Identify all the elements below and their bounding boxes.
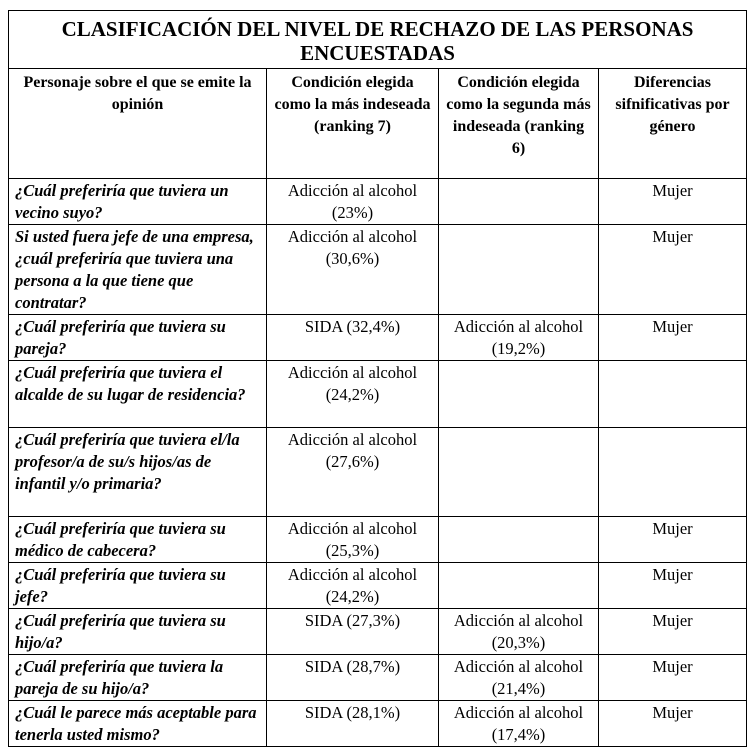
rank6-cell [439,563,599,609]
gender-cell: Mujer [599,563,747,609]
question-cell: ¿Cuál preferiría que tuviera la pareja de su hijo/a? [9,655,267,701]
header-rank6: Condición elegida como la segunda más indeseada (ranking 6) [439,69,599,179]
gender-cell: Mujer [599,609,747,655]
table-title: CLASIFICACIÓN DEL NIVEL DE RECHAZO DE LAS PERSONAS ENCUESTADAS [9,11,747,69]
table-row [9,609,747,655]
question-cell: Si usted fuera jefe de una empresa, ¿cuál preferiría que tuviera una persona a la que tiene que contratar? [9,225,267,315]
rank6-cell [439,517,599,563]
rank6-cell [439,361,599,428]
rank7-cell: SIDA (28,7%) [267,655,439,701]
header-row [9,69,747,179]
table-row [9,225,747,315]
question-cell: ¿Cuál le parece más aceptable para tenerla usted mismo? [9,701,267,747]
table-row [9,655,747,701]
gender-cell: Mujer [599,225,747,315]
rank7-cell: Adicción al alcohol (24,2%) [267,563,439,609]
question-cell: ¿Cuál preferiría que tuviera su pareja? [9,315,267,361]
rank6-cell: Adicción al alcohol (19,2%) [439,315,599,361]
rank6-cell [439,428,599,517]
rank7-cell: Adicción al alcohol (23%) [267,179,439,225]
header-gender: Diferencias sifnificativas por género [599,69,747,179]
rank6-cell: Adicción al alcohol (21,4%) [439,655,599,701]
header-character: Personaje sobre el que se emite la opinión [9,69,267,179]
rank6-cell [439,225,599,315]
table-row [9,179,747,225]
question-cell: ¿Cuál preferiría que tuviera el alcalde de su lugar de residencia? [9,361,267,428]
table-row [9,428,747,517]
question-cell: ¿Cuál preferiría que tuviera su jefe? [9,563,267,609]
rank6-cell: Adicción al alcohol (20,3%) [439,609,599,655]
table-row [9,517,747,563]
gender-cell [599,428,747,517]
table-row [9,361,747,428]
rejection-table [8,10,747,747]
rank6-cell [439,179,599,225]
gender-cell: Mujer [599,315,747,361]
table-row [9,563,747,609]
rank7-cell: Adicción al alcohol (27,6%) [267,428,439,517]
rank6-cell: Adicción al alcohol (17,4%) [439,701,599,747]
rank7-cell: Adicción al alcohol (30,6%) [267,225,439,315]
rank7-cell: SIDA (32,4%) [267,315,439,361]
gender-cell [599,361,747,428]
question-cell: ¿Cuál preferiría que tuviera un vecino suyo? [9,179,267,225]
question-cell: ¿Cuál preferiría que tuviera su médico de cabecera? [9,517,267,563]
question-cell: ¿Cuál preferiría que tuviera su hijo/a? [9,609,267,655]
rank7-cell: Adicción al alcohol (24,2%) [267,361,439,428]
gender-cell: Mujer [599,701,747,747]
gender-cell: Mujer [599,517,747,563]
header-rank7: Condición elegida como la más indeseada (ranking 7) [267,69,439,179]
gender-cell: Mujer [599,179,747,225]
gender-cell: Mujer [599,655,747,701]
table-row [9,701,747,747]
table-row [9,315,747,361]
rank7-cell: SIDA (27,3%) [267,609,439,655]
question-cell: ¿Cuál preferiría que tuviera el/la profesor/a de su/s hijos/as de infantil y/o primaria? [9,428,267,517]
rank7-cell: SIDA (28,1%) [267,701,439,747]
rank7-cell: Adicción al alcohol (25,3%) [267,517,439,563]
title-row [9,11,747,69]
